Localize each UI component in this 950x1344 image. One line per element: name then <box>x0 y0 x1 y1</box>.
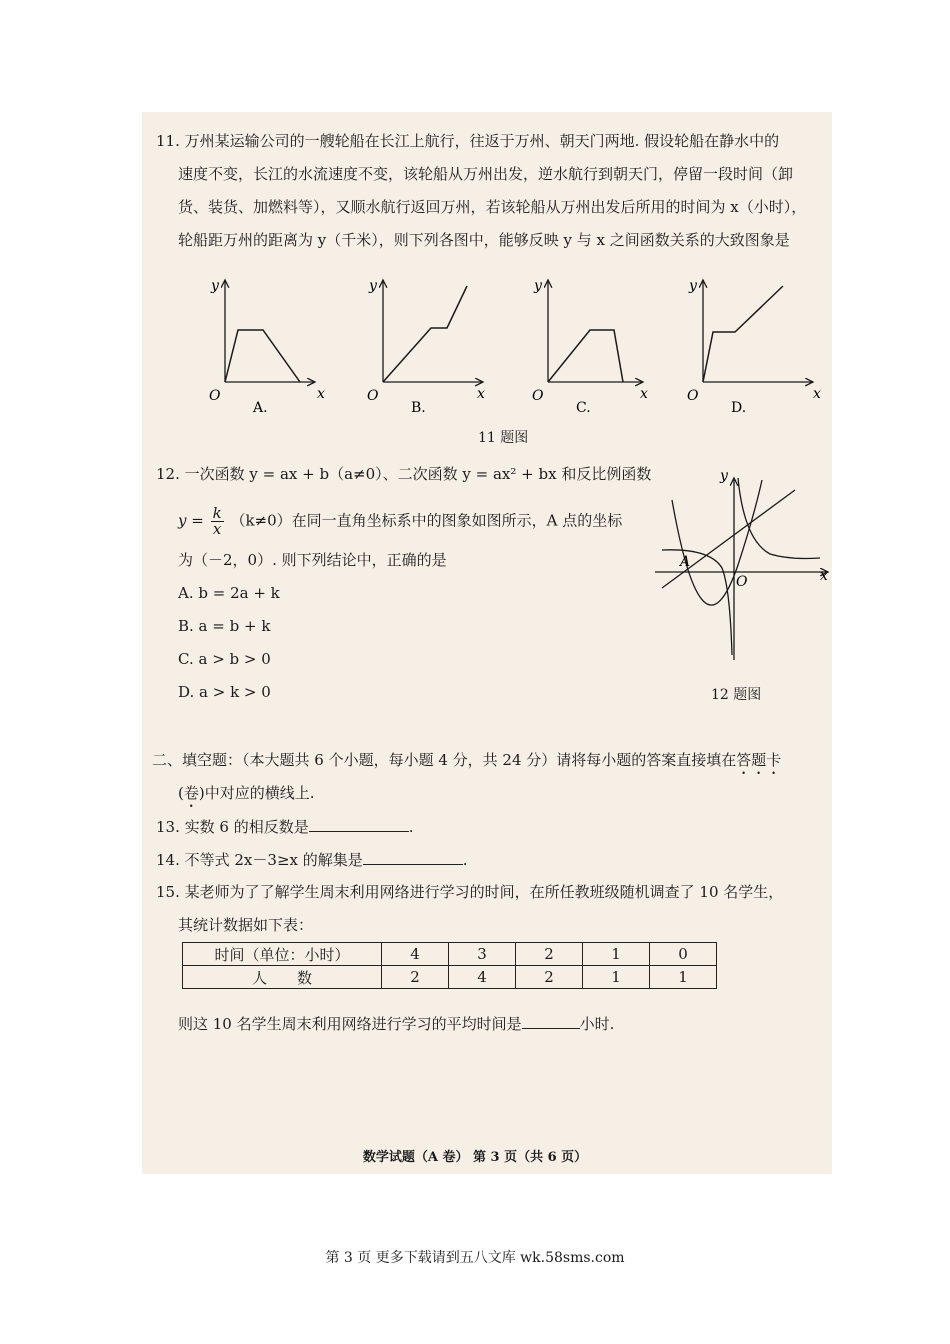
q11-curve-a <box>225 330 300 382</box>
q12-parabola <box>672 480 762 605</box>
section2-paper: (卷) <box>178 784 205 802</box>
q11-line-4: 轮船距万州的距离为 y（千米），则下列各图中，能够反映 y 与 x 之间函数关系的大致图象是 <box>178 231 790 249</box>
section2-answer-card: 答题卡 <box>736 751 782 769</box>
q15-line-3 <box>178 1012 614 1035</box>
q11-graph-c <box>532 278 648 416</box>
q11-graph-a <box>209 278 325 416</box>
q11-b-axis-x: x <box>477 386 485 402</box>
q11-a-origin: O <box>209 388 221 404</box>
q12-y-eq: y = <box>178 511 204 530</box>
q12-fraction <box>211 506 224 537</box>
q12-line-1: 12. 一次函数 y = ax + b（a≠0）、二次函数 y = ax² + bx 和反比例函数 <box>156 465 652 483</box>
q11-c-axis-x: x <box>640 386 648 402</box>
q12-option-d: D. a > k > 0 <box>178 683 271 701</box>
q11-option-c: C. <box>576 400 591 416</box>
q12-point-a: A <box>680 554 691 570</box>
q11-c-origin: O <box>532 388 544 404</box>
section2-instruction: 中对应的横线上. <box>204 784 315 802</box>
q12-hyperbola-right <box>738 478 820 559</box>
q15-answer-blank[interactable] <box>522 1012 580 1029</box>
q11-graph-d <box>687 278 821 416</box>
q15-count-cell: 2 <box>382 966 449 989</box>
section2-line-2 <box>178 782 315 811</box>
q12-graph <box>650 470 835 670</box>
q12-axis-x: x <box>820 568 828 584</box>
q15-hour-cell: 4 <box>382 943 449 966</box>
q12-option-b: B. a = b + k <box>178 617 271 635</box>
q15-table <box>182 942 717 989</box>
q11-b-origin: O <box>367 388 379 404</box>
q15-hour-cell: 2 <box>516 943 583 966</box>
q11-b-axis-y: y <box>369 278 377 294</box>
q14-end: . <box>462 851 468 869</box>
q15-hour-cell: 3 <box>449 943 516 966</box>
q13-text: 13. 实数 6 的相反数是 <box>156 818 309 836</box>
q15-hour-cell: 1 <box>583 943 650 966</box>
q11-c-axis-y: y <box>534 278 542 294</box>
q15-count-cell: 1 <box>583 966 650 989</box>
section2-line-1 <box>152 749 781 778</box>
q15-count-cell: 2 <box>516 966 583 989</box>
q12-origin: O <box>736 574 748 590</box>
q13-end: . <box>408 818 414 836</box>
q11-curve-b <box>383 286 467 382</box>
q15-table-header: 时间（单位：小时） <box>183 943 382 966</box>
q13-answer-blank[interactable] <box>309 815 409 832</box>
q12-linear-line <box>662 490 795 588</box>
q12-frac-num: k <box>212 504 222 522</box>
q12-line-3: 为（－2，0）. 则下列结论中，正确的是 <box>178 551 447 569</box>
q11-d-axis-x: x <box>813 386 821 402</box>
q11-graph-b <box>367 278 485 416</box>
q11-caption: 11 题图 <box>478 430 529 446</box>
q11-line-3: 货、装货、加燃料等），又顺水航行返回万州，若该轮船从万州出发后所用的时间为 x（小时）， <box>178 198 807 216</box>
q11-curve-d <box>703 286 783 382</box>
q14-text: 14. 不等式 2x－3≥x 的解集是 <box>156 851 363 869</box>
page-footer: 数学试题（A 卷） 第 3 页（共 6 页） <box>362 1150 588 1165</box>
q11-line-1: 11. 万州某运输公司的一艘轮船在长江上航行，往返于万州、朝天门两地. 假设轮船在静水中的 <box>156 132 780 150</box>
q15-hour-cell: 0 <box>650 943 717 966</box>
q15-table-row-counts <box>183 966 717 989</box>
q15-line-1: 15. 某老师为了了解学生周末利用网络进行学习的时间，在所任教班级随机调查了 10 名学生， <box>156 883 784 901</box>
q15-line-2: 其统计数据如下表： <box>178 916 314 934</box>
q14-answer-blank[interactable] <box>363 848 463 865</box>
q11-option-b: B. <box>411 400 426 416</box>
q11-a-axis-x: x <box>317 386 325 402</box>
q11-curve-c <box>548 330 623 382</box>
q12-hyperbola-left <box>662 550 732 655</box>
q12-option-a: A. b = 2a + k <box>178 584 280 602</box>
q15-question: 则这 10 名学生周末利用网络进行学习的平均时间是 <box>178 1015 522 1033</box>
q15-table-row-label: 人 数 <box>183 966 382 989</box>
q12-line-2-post: （k≠0）在同一直角坐标系中的图象如图所示，A 点的坐标 <box>230 511 623 530</box>
q12-frac-den: x <box>212 520 222 538</box>
download-note: 第 3 页 更多下载请到五八文库 wk.58sms.com <box>325 1250 625 1266</box>
section2-intro: 二、填空题：（本大题共 6 个小题，每小题 4 分，共 24 分）请将每小题的答案直接填在 <box>152 751 737 769</box>
q12-line-2 <box>178 506 622 537</box>
q15-unit: 小时. <box>579 1015 615 1033</box>
q11-a-axis-y: y <box>211 278 219 294</box>
q11-d-origin: O <box>687 388 699 404</box>
q15-count-cell: 4 <box>449 966 516 989</box>
q15-table-row-hours <box>183 943 717 966</box>
q15-count-cell: 1 <box>650 966 717 989</box>
q12-axis-y: y <box>720 470 728 484</box>
q11-graphs <box>195 268 855 418</box>
q11-option-a: A. <box>253 400 268 416</box>
q11-line-2: 速度不变，长江的水流速度不变，该轮船从万州出发，逆水航行到朝天门，停留一段时间（卸 <box>178 165 794 183</box>
q11-d-axis-y: y <box>689 278 697 294</box>
q14 <box>156 848 468 871</box>
q13 <box>156 815 414 838</box>
q12-caption: 12 题图 <box>711 687 762 703</box>
q11-option-d: D. <box>731 400 747 416</box>
q12-option-c: C. a > b > 0 <box>178 650 271 668</box>
